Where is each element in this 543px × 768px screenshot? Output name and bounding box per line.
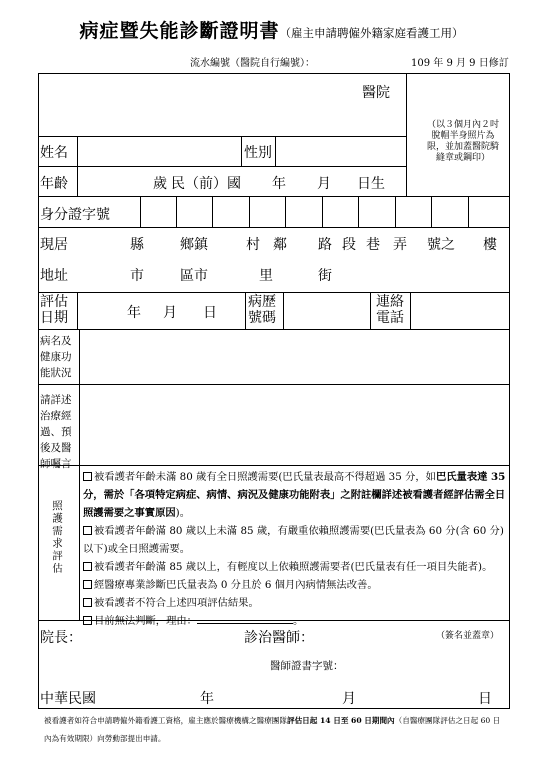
addr-li: 里 — [259, 268, 273, 284]
diagnosis-field[interactable] — [81, 331, 508, 382]
page-subtitle: （雇主申請聘僱外籍家庭看護工用） — [279, 26, 464, 40]
name-label: 姓名 — [40, 145, 68, 161]
director-label: 院長： — [40, 630, 82, 646]
option-not-eligible: 被看護者不符合上述四項評估結果。 — [83, 594, 507, 612]
care-assessment-options — [83, 468, 507, 630]
record-number-field[interactable] — [285, 294, 368, 327]
doctor-label: 診治醫師： — [244, 630, 314, 646]
diagnosis-label: 病名及健康功能狀況 — [40, 335, 72, 379]
age-unit: 歲 — [153, 176, 167, 192]
birth-month-label: 月 — [317, 176, 331, 192]
addr-street: 街 — [318, 268, 332, 284]
revision-date: 109 年 9 月 9 日修訂 — [411, 58, 509, 69]
addr-city: 市 — [130, 268, 144, 284]
id-number-field[interactable] — [141, 198, 508, 225]
addr-alley: 弄 — [393, 237, 407, 253]
checkbox-under-80[interactable] — [83, 472, 92, 481]
phone-field[interactable] — [412, 294, 508, 327]
addr-village: 村 — [246, 237, 260, 253]
addr-district: 區市 — [180, 268, 208, 284]
birth-year-label: 年 — [272, 176, 286, 192]
record-number-label: 病歷號碼 — [248, 294, 276, 326]
option-over-85: 被看護者年齡滿 85 歲以上，有輕度以上依賴照護需要者(巴氏量表有任一項目失能者)。 — [83, 558, 507, 576]
name-field[interactable] — [79, 138, 239, 164]
addr-section: 段 — [342, 237, 356, 253]
checkbox-zero-score[interactable] — [83, 580, 92, 589]
sign-year-label: 年 — [200, 691, 214, 707]
serial-number-label: 流水編號（醫院自行編號）： — [190, 58, 315, 69]
sign-month-label: 月 — [342, 691, 356, 707]
treatment-description-label: 請詳述治療經過、預後及醫師囑言 — [40, 394, 72, 470]
sign-stamp-note: （簽名並蓋章） — [436, 631, 500, 641]
addr-floor: 樓 — [483, 237, 497, 253]
photo-note: （以３個月內２吋脫帽半身照片為限，並加蓋醫院騎縫章或鋼印） — [426, 120, 499, 163]
addr-road: 路 — [318, 237, 332, 253]
addr-number: 號之 — [427, 237, 455, 253]
roc-date-label: 中華民國 — [40, 691, 96, 707]
addr-neighborhood: 鄰 — [273, 237, 287, 253]
footer-note: 被看護者如符合申請聘僱外籍看護工資格，雇主應於醫療機構之醫療團隊評估日起 14 日至 60 日期間內（自醫療團隊評估之日起 60 日內為有效期限）向勞動部提出申請。 — [44, 716, 501, 743]
gender-label: 性別 — [244, 145, 272, 161]
hospital-label: 醫院 — [362, 85, 390, 101]
assess-year: 年 — [127, 305, 141, 321]
treatment-description-field[interactable] — [81, 386, 508, 463]
addr-county: 縣 — [130, 237, 144, 253]
page-title: 病症暨失能診斷證明書（雇主申請聘僱外籍家庭看護工用） — [79, 20, 464, 42]
assess-month: 月 — [163, 305, 177, 321]
sign-day-label: 日 — [478, 691, 492, 707]
addr-township: 鄉鎮 — [180, 237, 208, 253]
checkbox-over-85[interactable] — [83, 562, 92, 571]
checkbox-80-to-85[interactable] — [83, 526, 92, 535]
birth-day-label: 日生 — [357, 176, 385, 192]
id-number-label: 身分證字號 — [40, 207, 110, 223]
care-assessment-label: 照護需求評估 — [51, 500, 63, 575]
checkbox-not-eligible[interactable] — [83, 598, 92, 607]
gender-field[interactable] — [277, 138, 404, 164]
assess-day: 日 — [203, 305, 217, 321]
phone-label: 連絡電話 — [376, 294, 404, 326]
option-undetermined: 目前無法判斷，理由： 。 — [83, 612, 507, 630]
license-number-label: 醫師證書字號： — [270, 660, 344, 672]
option-80-to-85: 被看護者年齡滿 80 歲以上未滿 85 歲，有嚴重依賴照護需要(巴氏量表為 60 分(含 60 分)以下)或全日照護需要。 — [83, 525, 504, 555]
addr-lane: 巷 — [366, 237, 380, 253]
roc-label: 民（前）國 — [171, 176, 241, 192]
age-label: 年齡 — [40, 176, 68, 192]
option-under-80: 被看護者年齡未滿 80 歲有全日照護需要(巴氏量表最高不得超過 35 分，如巴氏量表達 35 分，需於「各項特定病症、病情、病況及健康功能附表」之附註欄詳述被看護者經評估需全日照護需要之事實原因)。 — [83, 471, 506, 519]
address-label-top: 現居 — [40, 237, 68, 253]
option-zero-score: 經醫療專業診斷巴氏量表為 0 分且於 6 個月內病情無法改善。 — [83, 576, 507, 594]
reason-input[interactable] — [197, 613, 293, 624]
checkbox-undetermined[interactable] — [83, 616, 92, 625]
assessment-date-label: 評估日期 — [40, 294, 68, 326]
address-label-bottom: 地址 — [40, 268, 68, 284]
